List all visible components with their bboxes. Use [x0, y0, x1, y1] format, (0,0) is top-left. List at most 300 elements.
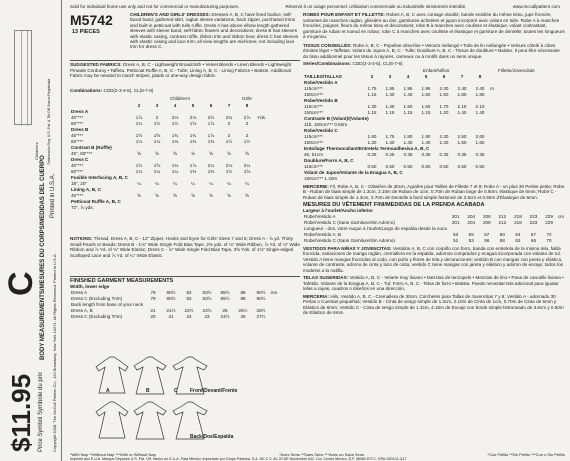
notions	[70, 236, 300, 258]
fr-mercerie	[303, 184, 565, 201]
nap-legend-fr: *Avec Sens **Sans Sens ***Avec ou Sans Sens	[279, 452, 364, 457]
row-label: Contrast B (Ruffle)	[71, 144, 112, 150]
table-cell: 1.60	[421, 104, 431, 109]
table-cell: 229	[545, 220, 553, 226]
suggested-fabrics	[70, 62, 300, 79]
table-cell: 1.85	[385, 86, 395, 91]
table-cell: 1⅛	[135, 138, 143, 144]
description-text: Dresses A, B, C have lined bodice, self-faced band, gathered skirt, raglan sleeve variations, back zipper, purchased trims and built-in petticoat with tulle ruffle. Dress A has above elbow length gathered sleeves with sleeve band, self-fabric flowers and decorations; dress B has sleeves with elastic casing, contrast ruffle, ribbon trim and ribbon bow; dress C has sleeves with elastic casing and lace trim; all view lengths are mid-knee; not including lace trim for dress C.	[130, 12, 299, 50]
table-cell: 88	[240, 290, 246, 295]
row-label: Robe/Vestido B	[304, 98, 338, 103]
table-cell	[238, 204, 256, 210]
size-header: 2	[137, 102, 141, 108]
table-cell: 57	[484, 232, 490, 238]
fillette-header: Fillette/Jovencitas	[498, 67, 535, 73]
size-header: 7	[460, 74, 464, 79]
price-letter: C	[2, 271, 40, 296]
table-cell	[166, 204, 184, 210]
table-cell: 0.50	[475, 164, 485, 169]
mesures-sub: Largeur à l'ourlet/Ancho inferior	[303, 208, 374, 214]
table-cell: 27½	[256, 314, 266, 319]
table-cell	[453, 176, 471, 182]
copyright-text: Copyright 2008, The McCall Pattern Co., 120 Broadway, New York 10271. All Rights Reserved. Printed in U.S.A.	[52, 253, 57, 452]
table-cell: 1¾	[171, 162, 179, 168]
row-label: Contraste B (Volant)/(Volante)	[304, 116, 369, 121]
table-cell: 25	[222, 308, 228, 313]
finished-title: FINISHED GARMENT MEASUREMENTS	[70, 278, 174, 284]
table-cell: 1.15	[367, 110, 377, 115]
size-header: 7	[227, 102, 231, 108]
table-cell: 26	[240, 314, 246, 319]
table-cell: 201	[451, 220, 460, 226]
size-header: 3	[388, 74, 392, 79]
table-cell: 1.40	[403, 140, 413, 145]
size-header: 5	[424, 74, 428, 79]
unit-cell: m	[490, 86, 494, 91]
table-cell: ¼	[155, 180, 159, 186]
table-cell: 2.60	[475, 134, 485, 139]
row-label: 115, 150cm*** 0.50m	[304, 122, 348, 127]
size-header: 8	[245, 102, 249, 108]
table-cell	[363, 176, 381, 182]
trademark-text: Trademarks Reg. U.S. Pat. & TM Off. Marca Registrada	[47, 78, 51, 165]
yardage-table	[70, 96, 300, 210]
row-label: Dress C (Excluding Trim)	[71, 314, 123, 319]
fabrics-title: SUGGESTED FABRICS:	[70, 62, 122, 67]
table-cell: 1¼	[153, 168, 161, 174]
table-cell: 1.40	[385, 104, 395, 109]
row-label: Longueur - dos, votre nuque à l'ourlet/Largo de espalda desde la nuca	[304, 226, 447, 232]
table-cell: 2.30	[439, 86, 449, 91]
printed-in-usa: Printed in U.S.A.	[50, 173, 56, 218]
table-cell: 1.50	[421, 92, 431, 97]
table-cell: 23	[204, 314, 210, 319]
notice-en: Sold for individual home use only and not for commercial or manufacturing purposes.	[70, 4, 240, 9]
table-cell: 0.50	[421, 164, 431, 169]
table-cell: 0.35	[439, 152, 449, 157]
dress-a-back	[96, 402, 128, 438]
table-cell: 1⅓	[171, 138, 179, 144]
table-cell: 1⅝	[153, 162, 161, 168]
table-cell: ⅝	[209, 192, 213, 198]
english-column	[70, 12, 300, 452]
table-cell: 1.50	[403, 104, 413, 109]
es-fabrics-title: TELAS SUGERIDAS:	[303, 275, 349, 281]
row-label: Dress C (Excluding Trim)	[71, 296, 123, 301]
table-cell: 53	[453, 232, 459, 238]
fr-fabrics-text: Robe A, B, C - Popeline ultra-fine • Velours mélangé • Toile de lin mélangée • Velours côtelé à côtes étroites léger • Taffetas. Volant de Jupon A, B, C - Tulle; Doublure A, B, C - Tissus de doublure • Batiste. Il peut être nécessaire du tissu additionnel pour les tissus à rayures, carreaux ou à motifs dans un sens unique.	[303, 42, 560, 59]
row-label: 115cm***	[304, 104, 323, 109]
es-description	[303, 246, 565, 274]
table-cell: 1.40	[385, 92, 395, 97]
table-cell: 0.50	[367, 164, 377, 169]
table-cell: 1⅝	[243, 168, 251, 174]
combinations-label: Combinations:	[70, 88, 103, 93]
table-cell: 1⅛	[135, 168, 143, 174]
row-label: Robe/Vestido C (Sans Garniture/Sin Adorno)	[304, 238, 395, 244]
pattern-number: M5742	[70, 12, 113, 28]
table-cell: 83½	[202, 296, 212, 301]
fr-fabrics	[303, 43, 565, 60]
table-cell: 79	[150, 296, 156, 301]
metric-yardage-grid	[303, 74, 565, 182]
row-label: Robe/Vestido C (Sans Garniture/Sin Adorno)	[304, 220, 395, 226]
row-label: 18", 20"	[71, 180, 88, 186]
table-cell: 62	[515, 238, 521, 244]
table-cell: 1½	[135, 132, 143, 138]
table-cell	[184, 204, 202, 210]
description-title: CHILDREN'S AND GIRLS' DRESSES:	[130, 12, 211, 17]
table-cell: ¼	[209, 180, 213, 186]
size-header: 6	[209, 102, 213, 108]
table-cell: 22½	[184, 308, 194, 313]
table-cell: 1⅝	[153, 132, 161, 138]
table-cell: 67	[530, 232, 537, 238]
row-label: 180cm*** 1.20m	[304, 176, 338, 181]
table-cell: 1½	[243, 138, 251, 144]
table-cell: 56	[484, 238, 490, 244]
size-category: Children's	[34, 142, 39, 160]
technical-drawings	[70, 352, 300, 442]
row-label: Petticoat Ruffle A, B, C	[71, 198, 121, 204]
mercerie-title: MERCERIE:	[303, 183, 329, 189]
table-cell: 1¾	[171, 132, 179, 138]
es-merceria	[303, 294, 565, 316]
table-cell: 2	[155, 114, 159, 120]
table-row	[303, 238, 565, 244]
row-label: 60"***	[71, 138, 84, 144]
table-cell: ¼	[173, 180, 177, 186]
combinations-line	[70, 88, 300, 94]
size-header: 3	[155, 102, 159, 108]
view-b-label: B	[146, 388, 150, 394]
table-cell: 2.10	[475, 104, 485, 109]
combinations-value: CDD(2-3-4-5), CL(6-7-8)	[103, 88, 154, 93]
row-label: Doublure/Forro A, B, C	[304, 158, 354, 163]
table-cell: 79	[150, 290, 156, 295]
table-cell: ⅝	[245, 192, 249, 198]
table-cell: 1.40	[421, 140, 431, 145]
unit-cell	[270, 314, 300, 320]
table-cell: 0.25	[367, 152, 377, 157]
table-cell	[148, 204, 166, 210]
table-cell: 1½	[171, 120, 179, 126]
size-header: 4	[173, 102, 177, 108]
childrens-header: Children's	[170, 96, 191, 101]
table-cell: 1.60	[475, 140, 485, 145]
row-label: Lining A, B, C	[71, 186, 101, 192]
table-cell: 2⅛	[225, 162, 233, 168]
table-cell: 212	[498, 220, 507, 226]
size-header: 2	[370, 74, 374, 79]
enfant-header: Enfant/Niños	[423, 67, 450, 73]
nap-legend-es: *Con Pelillo **Sin Pelillo ***Con o Sin Pelillo	[487, 452, 565, 457]
table-cell: 1¼	[171, 168, 179, 174]
table-cell: ⅝	[227, 192, 231, 198]
row-label: 115cm***	[304, 134, 323, 139]
table-cell: ⅝	[155, 150, 159, 156]
table-cell: 2.50	[457, 134, 467, 139]
side-strip	[0, 0, 62, 461]
dress-b-back	[134, 402, 166, 439]
metric-finished-grid	[303, 214, 565, 244]
series-label: Séries/Combinaisons:	[303, 61, 352, 66]
unit-cell: ins.	[271, 290, 279, 295]
table-cell: 0.50	[457, 164, 467, 169]
table-cell: ⅝	[191, 150, 195, 156]
table-cell: 1.15	[385, 110, 395, 115]
fr-description	[303, 12, 565, 40]
size-header: 8	[478, 74, 482, 79]
table-cell: 208	[482, 220, 491, 226]
table-cell: 1.30	[367, 140, 377, 145]
table-cell: 204	[467, 214, 476, 220]
table-cell: 0.50	[385, 164, 395, 169]
row-label: Dress A, B	[71, 308, 93, 313]
row-label: 46, 51cm	[304, 152, 323, 157]
table-cell: 1.75	[367, 86, 377, 91]
table-cell: 0.35	[403, 152, 413, 157]
table-cell: 51	[453, 238, 459, 244]
table-cell: 1.70	[439, 104, 449, 109]
table-cell: 1⅝	[189, 120, 197, 126]
table-cell	[202, 204, 220, 210]
row-label: Dress A	[71, 290, 88, 295]
table-cell: 23½	[202, 308, 212, 313]
table-cell: 21	[168, 314, 174, 319]
table-cell: ⅝	[209, 150, 213, 156]
table-cell: 2.40	[475, 86, 485, 91]
table-cell: 212	[498, 214, 507, 220]
yardage-grid	[70, 102, 300, 210]
table-cell: 1⅜	[189, 168, 197, 174]
table-cell: 2	[227, 132, 231, 138]
dress-b-front	[134, 357, 166, 394]
row-label: 45"***	[71, 192, 84, 198]
table-cell: 24½	[220, 314, 230, 319]
table-cell: ⅝	[245, 150, 249, 156]
dress-a-front	[96, 357, 128, 393]
table-cell: 223	[529, 214, 538, 220]
table-cell: 201	[451, 214, 460, 220]
table-cell	[130, 204, 148, 210]
import-notice: Imprimé aux E.U.A. Marque Déposée U.S. Pat. Off. Hecho en E.U.A. Para México: Importado por Grupo Parisina, S.A. DE C.V. AV 20 DE Noviembre #42. Col. Centro Mexico, D.F. 06060 R.F.C. GPA-930101-Q17	[70, 457, 407, 461]
table-cell: 218	[514, 214, 522, 220]
table-cell: 1.95	[403, 86, 413, 91]
table-cell: ⅝	[137, 192, 141, 198]
row-label: Robe/Vestido A	[304, 214, 336, 220]
description-en	[130, 12, 300, 50]
table-cell: 60	[499, 232, 505, 238]
es-title: VESTIDOS PARA NIÑAS Y JOVENCITAS:	[303, 245, 392, 251]
table-cell: 1⅜	[207, 168, 215, 174]
es-desc-text: Vestidos A, B, C con corpiño con forro, banda con entretela de la misma tela, falda fruncida, variaciones de manga raglán, cremallera en la espalda, adornos comprados y enagua incorporada con volante de tul. Vestido A tiene mangas fruncidas al codo, con puño y flores de tela y decoraciones; vestido B con mangas con jareta y elástico, volante de contraste, adorno de cinta y lazo de cinta; vestido C tiene mangas con jareta y elástico y adorno de encaje; todos los modelos a la rodilla.	[303, 245, 563, 273]
table-cell: 1.80	[457, 92, 467, 97]
table-cell	[435, 176, 453, 182]
table-cell: 1.40	[439, 140, 449, 145]
table-cell: 80½	[166, 296, 176, 301]
table-cell	[417, 176, 435, 182]
table-cell: 223	[529, 220, 538, 226]
row-label: Dress B	[71, 126, 89, 132]
girls-header: Girls'	[242, 96, 253, 101]
row-label: Robe/Vestido C	[304, 128, 338, 133]
table-cell: 53	[468, 238, 474, 244]
table-cell: 2⅛	[171, 114, 179, 120]
row-label: 115cm***	[304, 86, 323, 91]
row-label: Dress C	[71, 156, 89, 162]
table-cell: ⅝	[137, 150, 141, 156]
table-cell: 66	[530, 238, 537, 244]
unit-cell	[557, 238, 565, 244]
row-label: 150cm***	[304, 140, 324, 145]
row-label: 45", 60"***	[71, 150, 93, 156]
size-header: 6	[442, 74, 446, 79]
table-cell: 83½	[202, 290, 212, 295]
table-cell: 1½	[153, 120, 161, 126]
row-label: Volant de Jupon/Volante de la Enagua A, B, C	[304, 170, 403, 175]
price-symbol: $11.95	[6, 373, 36, 452]
row-label: Dress A	[71, 108, 89, 114]
back-label: Back/Dos/Espalda	[190, 434, 234, 440]
table-cell: 2.10	[457, 104, 467, 109]
table-cell: ⅝	[173, 192, 177, 198]
table-cell: 88	[240, 296, 246, 301]
top-notice	[70, 4, 560, 9]
table-cell: ¼	[137, 180, 141, 186]
table-cell: 0.35	[457, 152, 467, 157]
table-cell: 2¾	[225, 114, 233, 120]
table-cell: 1.90	[421, 134, 431, 139]
table-cell: 21½	[166, 308, 176, 313]
row-label: Fusible Interfacing A, B, C	[71, 174, 129, 180]
table-cell: 72	[546, 232, 552, 238]
table-cell: 64	[515, 232, 521, 238]
table-cell: ⅝	[191, 192, 195, 198]
finished-measurements	[70, 278, 300, 320]
table-cell: 1.15	[421, 110, 431, 115]
table-cell: 1.80	[475, 92, 485, 97]
mesures-title: MESURES DU VÊTEMENT FINI/MEDIDAS DE LA PRENDA ACABADA	[303, 202, 485, 208]
row-label: 150cm***	[304, 110, 324, 115]
table-cell: ⅝	[173, 150, 177, 156]
measurement-grid	[14, 30, 32, 125]
table-cell: 1.15	[403, 110, 413, 115]
es-fabrics-text: Vestido A, B, C - Velarte muy liviano • Mezclas de terciopelo • Mezclas de lino • Pana de canutillo liviana • Tafetán. Volante de la Enagua A, B, C - Tul; Forro A, B, C - Telas de forro • Batista. Puede necesitar tela adicional para igualar telas a rayas, cuadros o diseños en una dirección.	[303, 275, 564, 292]
table-cell: 1.30	[367, 104, 377, 109]
table-cell: 1¼	[135, 120, 143, 126]
table-cell: 2	[245, 120, 249, 126]
row-label: Back length from base of your neck	[71, 302, 144, 307]
series-value: CDD(2-3-4-5), CL(6-7-8)	[352, 61, 403, 66]
unit-cell: Yds.	[257, 114, 267, 120]
table-cell: 2⅞	[243, 114, 251, 120]
table-cell: 1⅞	[207, 120, 215, 126]
table-cell: 218	[514, 220, 522, 226]
table-cell	[399, 176, 417, 182]
row-label: Entoilage Thermocollant/Entretela Termoadhesiva A, B, C	[304, 146, 430, 151]
website-url: www.mccallpattern.com	[512, 4, 560, 9]
table-cell: 1¾	[189, 132, 197, 138]
table-cell: 1½	[135, 162, 143, 168]
row-label: 45"***	[71, 162, 84, 168]
table-cell: ¼	[191, 180, 195, 186]
notions-title: NOTIONS:	[70, 236, 93, 241]
table-cell: 21	[150, 308, 156, 313]
es-fabrics	[303, 275, 565, 292]
fabrics-text: Dress A, B, C - Lightweight Broadcloth • Velvet Blends • Linen Blends • Lightweight Pinwale Corduroy • Taffeta. Petticoat Ruffle A, B, C - Tulle; Lining A, B, C - Lining Fabrics • Batiste. Additional Fabric may be needed to match stripes, plaids or one-way design fabric.	[70, 62, 292, 78]
table-cell: 0.35	[475, 152, 485, 157]
table-cell: 1⅞	[207, 132, 215, 138]
table-cell: 204	[467, 220, 476, 226]
table-cell: 82	[186, 296, 192, 301]
table-cell: 1⅞	[189, 162, 197, 168]
es-merceria-title: MERCERIA:	[303, 293, 330, 299]
table-cell: ¼	[245, 180, 249, 186]
table-cell: 2	[227, 120, 231, 126]
table-cell: 90½	[256, 296, 266, 301]
table-row	[70, 204, 300, 210]
unit-cell: cm	[557, 214, 564, 220]
table-cell: ¼	[227, 180, 231, 186]
table-cell: 229	[545, 214, 553, 220]
fr-series	[303, 61, 565, 67]
row-label: 60"***	[71, 120, 84, 126]
table-cell: 1½	[225, 138, 233, 144]
row-label: 115cm***	[304, 164, 323, 169]
mercerie-text: Fil, Robe A, B, C - Glissière de 30cm, Agrafes pour Tailles de Fillette 7 et 8; Robe A - un plus 30 Perles petite; Robe B - Ruban de biais simple de 1.3cm, 2.10m de Ruban de 1cm, 0.70m de Ruban large de 0.60m; élastique de 6mm; Robe C - Ruban de biais simple de 1.3cm, 3.70m de Dentelle à bord simple festonné de 3.8cm et 0.50m d'Élastique de 6mm.	[303, 183, 565, 200]
table-cell: 1.15	[367, 92, 377, 97]
es-merceria-text: Hilo, Vestido A, B, C - Cremallera de 30cm, Corchetes para Tallas de Jovencitas 7 y 8; Vestido A - adornado 30 Perlas o Cuentas pequeñas; Vestido B - Cinta de sesgo simple de 1.3cm, 2.10m de Cinta de 1cm, 0.70m de Cinta de 6mm y Elástico de 6mm; Vestido C - Cinta de sesgo simple de 1.3cm, 4.15m de Encaje con borde simple festoneado de 3.8cm y 0.50m de Elástico de 6mm.	[303, 293, 564, 316]
table-cell: 1.60	[439, 92, 449, 97]
table-cell: 0.25	[385, 152, 395, 157]
table-cell: 55	[468, 232, 474, 238]
table-cell: 2¼	[243, 162, 251, 168]
table-cell	[471, 176, 489, 182]
table-cell: 1.40	[385, 140, 395, 145]
finished-grid	[70, 290, 300, 320]
table-cell: 1.40	[475, 110, 485, 115]
unit-cell	[489, 176, 565, 182]
table-cell: 2.40	[457, 86, 467, 91]
row-label: 150cm***	[304, 92, 324, 97]
view-c-label: C	[174, 388, 178, 394]
front-label: Front/Devant/Frente	[190, 388, 238, 394]
table-cell: ⅝	[227, 150, 231, 156]
table-cell: 1⅜	[189, 138, 197, 144]
fr-title: ROBES POUR ENFANT ET FILLETTE:	[303, 12, 385, 17]
width-label: Width, lower edge	[70, 284, 110, 289]
notions-text: Thread, Dress A, B, C - 12" Zipper, Hooks and Eyes for Girls' Sizes 7 and 8; Dress A - ⅞ yd. Thirty Small Pearls or Beads; Dress B - 1⅛" Wide Single Fold Bias Tape, 2⅜ yds. of ⅛" Wide Ribbon, ⅞ Yd. of ⅛" Wide Ribbon and ⅞ Yd. of ⅛" Wide Elastic; Dress C - ⅞" Wide Single Fold Bias Tape, 3⅝ Yds. of 1⅛" Single-edged Scalloped Lace and ⅞ Yd. of ¼" Wide Elastic.	[70, 236, 300, 258]
table-cell: 208	[482, 214, 491, 220]
row-label: Robe/Vestido A	[304, 80, 338, 85]
table-cell: 80½	[166, 290, 176, 295]
table-cell: 1.40	[457, 110, 467, 115]
table-cell: 28½	[256, 308, 266, 313]
table-cell: 58	[499, 238, 505, 244]
dress-illustrations	[70, 352, 300, 442]
table-cell: 70	[546, 238, 552, 244]
table-cell: 0.35	[421, 152, 431, 157]
table-cell: 2¼	[207, 162, 215, 168]
price-label: Price Symbol Symbole du prix	[38, 371, 44, 452]
table-cell: 85½	[220, 296, 230, 301]
table-cell	[381, 176, 399, 182]
table-cell: 1.75	[385, 134, 395, 139]
table-cell: 22	[186, 314, 192, 319]
table-row	[70, 314, 300, 320]
table-cell: 0.50	[439, 164, 449, 169]
